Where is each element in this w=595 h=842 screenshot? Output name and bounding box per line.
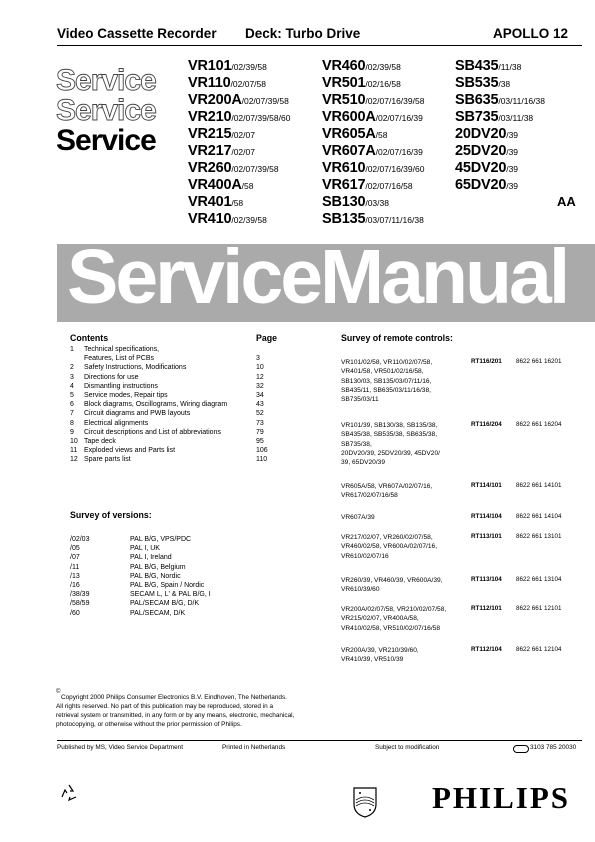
contents-title: Contents: [70, 333, 109, 343]
version-code: /02/03: [70, 536, 90, 543]
remote-models-line: VR200A/39, VR210/39/60,: [341, 647, 419, 654]
section-title: Exploded views and Parts list: [84, 447, 176, 455]
model-entry: [455, 58, 521, 76]
model-name: VR501: [322, 75, 366, 91]
service-manual-banner: [57, 244, 595, 322]
model-name: VR401: [188, 194, 232, 210]
section-number: 7: [70, 410, 74, 418]
model-entry: [188, 58, 267, 76]
version-description: PAL I, Ireland: [130, 554, 172, 562]
remote-block: [341, 358, 591, 404]
model-suffix: /02/07/16/39: [375, 113, 423, 123]
model-entry: [188, 109, 290, 127]
remote-models-line: VR607A/39: [341, 514, 375, 521]
recycle-icon: [58, 782, 80, 804]
section-page: 10: [256, 364, 264, 372]
contents-row: [70, 410, 270, 419]
model-entry: [322, 75, 401, 93]
model-entry: [322, 109, 423, 127]
model-suffix: /38: [498, 79, 511, 89]
remote-models-line: VR610/39/60: [341, 586, 380, 594]
remote-part-number: 8622 661 13104: [516, 576, 562, 583]
model-suffix: /02/07: [231, 147, 255, 157]
model-entry: [455, 143, 518, 161]
banner-title: ServiceManual: [67, 244, 568, 320]
copyright-line: photocopying, or otherwise without the prior permission of Philips.: [56, 720, 242, 728]
model-suffix: /58: [375, 130, 388, 140]
contents-row: [70, 438, 270, 447]
section-number: 6: [70, 401, 74, 409]
remote-part-number: 8622 661 14101: [516, 482, 562, 489]
header-rule: [57, 45, 582, 46]
remote-models-line: VR101/39, SB130/38, SB135/38,: [341, 422, 438, 429]
model-name: SB130: [322, 194, 366, 210]
model-entry: [455, 177, 518, 195]
version-code: AA: [557, 194, 576, 209]
contents-row: [70, 383, 270, 392]
model-suffix: /02/07/39/58: [231, 164, 279, 174]
section-number: 8: [70, 419, 74, 427]
copyright-line: retrieval system or transmitted, in any form or by any means, electronic, mechanical,: [56, 711, 295, 719]
version-description: PAL I, UK: [130, 545, 160, 553]
section-title: Safety Instructions, Modifications: [84, 364, 187, 372]
model-suffix: /02/07/16/39/60: [365, 164, 425, 174]
version-code: /58/59: [70, 600, 90, 608]
version-code: /05: [70, 545, 80, 553]
section-number: 4: [70, 382, 74, 390]
contents-page-header: Page: [256, 333, 278, 343]
remote-block: [341, 421, 591, 467]
subject-to-modification: Subject to modification: [375, 744, 440, 751]
model-suffix: /03/07/11/16/38: [365, 215, 424, 225]
model-entry: [322, 126, 387, 144]
model-name: VR610: [322, 160, 366, 176]
section-page: 79: [256, 428, 264, 436]
model-name: SB635: [455, 92, 499, 108]
footer-rule: [57, 740, 582, 741]
model-suffix: /02/39/58: [365, 62, 401, 72]
section-page: 106: [256, 447, 268, 455]
remote-models-line: VR260/39, VR460/39, VR600A/39,: [341, 577, 443, 584]
remote-models-line: VR200A/02/07/58, VR210/02/07/58,: [341, 606, 447, 613]
model-family: APOLLO 12: [493, 26, 569, 41]
remote-models-line: SB130/03, SB135/03/07/11/16,: [341, 377, 432, 385]
remote-part-number: 8622 661 16204: [516, 421, 562, 428]
remote-part-number: 8622 661 16201: [516, 358, 562, 365]
document-number: 3103 785 20030: [530, 744, 577, 751]
contents-row: [70, 429, 270, 438]
version-code: /60: [70, 609, 80, 617]
model-entry: [455, 109, 533, 127]
section-title: Circuit diagrams and PWB layouts: [84, 410, 191, 418]
copyright-line: All rights reserved. No part of this publication may be reproduced, stored in a: [56, 702, 274, 710]
model-suffix: /02/07/39/58/60: [231, 113, 291, 123]
model-name: VR200A: [188, 92, 242, 108]
model-suffix: /03/11/16/38: [498, 96, 545, 106]
model-entry: [322, 58, 401, 76]
section-title: Block diagrams, Oscillograms, Wiring diagram: [84, 401, 228, 409]
remote-block: [341, 533, 591, 561]
remote-part-number: 8622 661 12101: [516, 605, 562, 612]
remote-models-line: VR410/02/58, VR510/02/07/16/58: [341, 624, 440, 632]
remote-block: [341, 646, 591, 665]
section-page: 110: [256, 456, 268, 464]
contents-row: [70, 374, 270, 383]
model-name: VR607A: [322, 143, 376, 159]
contents-row: [70, 392, 270, 401]
section-number: 12: [70, 456, 78, 464]
section-title: Electrical alignments: [84, 419, 149, 427]
section-page: 12: [256, 373, 264, 381]
section-number: 10: [70, 438, 78, 445]
remotes-title: Survey of remote controls:: [341, 333, 453, 343]
model-name: VR600A: [322, 109, 376, 125]
model-suffix: /02/39/58: [231, 62, 267, 72]
version-code: /16: [70, 582, 80, 589]
remote-models-line: VR101/02/58, VR110/02/07/58,: [341, 359, 433, 366]
remote-type: RT114/101: [471, 482, 502, 489]
contents-row: [70, 364, 270, 373]
model-entry: [188, 160, 279, 178]
model-name: VR217: [188, 143, 232, 159]
remote-type: RT112/101: [471, 605, 502, 612]
published-by: Published by MS, Video Service Department: [57, 744, 183, 751]
section-title: Features, List of PCBs: [84, 355, 155, 363]
section-title: Dismantling instructions: [84, 382, 158, 390]
model-name: VR215: [188, 126, 232, 142]
model-entry: [455, 75, 510, 93]
model-name: VR510: [322, 92, 366, 108]
section-page: 52: [256, 410, 264, 418]
model-entry: [188, 75, 266, 93]
model-name: VR260: [188, 160, 232, 176]
remote-models-line: VR460/02/58, VR600A/02/07/16,: [341, 543, 438, 551]
version-code: /07: [70, 554, 80, 562]
contents-row: [70, 346, 270, 355]
deck-type: Deck: Turbo Drive: [245, 26, 361, 41]
model-name: VR617: [322, 177, 366, 193]
service-word-outline-1: Service: [56, 64, 156, 97]
model-entry: [455, 92, 545, 110]
version-description: PAL B/G, Belgium: [130, 563, 186, 571]
version-description: PAL B/G, VPS/PDC: [130, 536, 192, 543]
section-page: 95: [256, 438, 264, 445]
copyright-line: Copyright 2000 Philips Consumer Electronics B.V. Eindhoven, The Netherlands.: [61, 694, 287, 701]
model-suffix: /39: [506, 147, 519, 157]
remote-models-line: SB735/03/11: [341, 396, 379, 404]
remote-block: [341, 605, 591, 633]
remote-type: RT116/201: [471, 358, 502, 365]
remote-models-line: 39, 65DV20/39: [341, 459, 385, 467]
model-suffix: /02/07/16/58: [365, 181, 413, 191]
model-suffix: /02/07/39/58: [241, 96, 289, 106]
remote-block: [341, 576, 591, 595]
section-number: 2: [70, 364, 74, 372]
remote-models-line: VR215/02/07, VR400A/58,: [341, 615, 419, 623]
model-name: 25DV20: [455, 143, 507, 159]
model-suffix: /02/16/58: [365, 79, 401, 89]
model-name: VR460: [322, 58, 366, 74]
model-name: VR101: [188, 58, 232, 74]
remote-models-line: VR605A/58, VR607A/02/07/16,: [341, 483, 433, 490]
model-name: VR110: [188, 75, 231, 91]
service-word-solid: Service: [56, 124, 156, 157]
section-title: Service modes, Repair tips: [84, 392, 168, 399]
model-name: SB735: [455, 109, 499, 125]
section-title: Spare parts list: [84, 456, 131, 464]
section-number: 11: [70, 447, 78, 455]
philips-shield-icon: [352, 786, 378, 818]
contents-row: [70, 401, 270, 410]
section-number: 5: [70, 392, 74, 399]
model-name: SB535: [455, 75, 499, 91]
model-name: 20DV20: [455, 126, 507, 142]
service-word-outline-2: Service: [56, 94, 156, 127]
model-name: VR410: [188, 211, 232, 227]
model-suffix: /02/07/16/39: [375, 147, 423, 157]
section-title: Technical specifications,: [84, 346, 160, 353]
contents-row: [70, 456, 270, 465]
model-name: VR400A: [188, 177, 242, 193]
model-suffix: /03/38: [365, 198, 389, 208]
model-entry: [322, 143, 423, 161]
remote-models-line: VR410/39, VR510/39: [341, 656, 404, 664]
contents-row: [70, 420, 270, 429]
document-icon: [513, 745, 529, 753]
remote-models-line: SB435/11, SB635/03/11/16/38,: [341, 386, 431, 394]
remote-models-line: VR217/02/07, VR260/02/07/58,: [341, 534, 433, 541]
section-title: Directions for use: [84, 373, 139, 381]
model-name: SB435: [455, 58, 499, 74]
model-suffix: /02/07/16/39/58: [365, 96, 425, 106]
model-entry: [322, 211, 424, 229]
section-page: 3: [256, 355, 260, 363]
contents-row: [70, 447, 270, 456]
model-entry: [188, 194, 243, 212]
remote-part-number: 8622 661 13101: [516, 533, 562, 540]
model-suffix: /39: [506, 130, 519, 140]
version-description: PAL/SECAM B/G, D/K: [130, 600, 200, 608]
remote-models-line: VR610/02/07/16: [341, 552, 389, 560]
section-page: 34: [256, 392, 264, 399]
remote-part-number: 8622 661 14104: [516, 513, 562, 520]
copyright-mark: ©: [56, 689, 61, 695]
remote-models-line: SB435/38, SB535/38, SB635/38,: [341, 431, 438, 439]
model-name: 45DV20: [455, 160, 507, 176]
remote-part-number: 8622 661 12104: [516, 646, 562, 653]
model-suffix: /58: [231, 198, 244, 208]
model-entry: [455, 126, 518, 144]
model-suffix: /58: [241, 181, 254, 191]
model-entry: [188, 126, 255, 144]
contents-row: [70, 355, 270, 364]
model-entry: [455, 160, 518, 178]
model-name: SB135: [322, 211, 366, 227]
printed-in: Printed in Netherlands: [222, 744, 286, 751]
remote-block: [341, 482, 591, 501]
model-suffix: /02/07/58: [230, 79, 266, 89]
remote-block: [341, 513, 591, 522]
remote-models-line: SB735/38,: [341, 440, 372, 448]
section-title: Tape deck: [84, 438, 116, 445]
section-title: Circuit descriptions and List of abbreviations: [84, 428, 221, 436]
section-number: 1: [70, 346, 74, 353]
doc-type: Video Cassette Recorder: [57, 26, 217, 41]
version-description: PAL/SECAM, D/K: [130, 609, 186, 617]
remote-models-line: VR401/58, VR501/02/16/58,: [341, 368, 424, 376]
model-suffix: /39: [506, 181, 519, 191]
version-code: /38/39: [70, 591, 90, 599]
model-entry: [322, 177, 413, 195]
model-name: VR210: [188, 109, 232, 125]
model-entry: [188, 92, 289, 110]
remote-type: RT114/104: [471, 513, 502, 520]
model-entry: [322, 160, 424, 178]
remote-models-line: VR617/02/07/16/58: [341, 492, 398, 500]
model-entry: [188, 211, 267, 229]
version-description: SECAM L, L' & PAL B/G, I: [130, 591, 211, 599]
model-suffix: /39: [506, 164, 519, 174]
version-description: PAL B/G, Spain / Nordic: [130, 582, 205, 589]
copyright-notice: [56, 689, 356, 730]
model-suffix: /11/38: [498, 62, 522, 72]
model-suffix: /03/11/38: [498, 113, 534, 123]
model-name: 65DV20: [455, 177, 507, 193]
remote-type: RT113/101: [471, 533, 502, 540]
model-entry: [188, 177, 253, 195]
versions-title: Survey of versions:: [70, 510, 152, 520]
section-page: 43: [256, 401, 264, 409]
model-name: VR605A: [322, 126, 376, 142]
section-number: 3: [70, 373, 74, 381]
section-page: 73: [256, 419, 264, 427]
version-code: /13: [70, 572, 80, 580]
model-entry: [322, 194, 389, 212]
remote-type: RT113/104: [471, 576, 502, 583]
remote-type: RT112/104: [471, 646, 502, 653]
remote-models-line: 20DV20/39, 25DV20/39, 45DV20/: [341, 449, 440, 457]
model-entry: [322, 92, 424, 110]
model-suffix: /02/07: [231, 130, 255, 140]
section-page: 32: [256, 382, 264, 390]
section-number: 9: [70, 428, 74, 436]
philips-logo: PHILIPS: [432, 780, 571, 815]
version-description: PAL B/G, Nordic: [130, 572, 181, 580]
version-code: /11: [70, 563, 80, 571]
remote-type: RT116/204: [471, 421, 502, 428]
model-suffix: /02/39/58: [231, 215, 267, 225]
model-entry: [188, 143, 255, 161]
